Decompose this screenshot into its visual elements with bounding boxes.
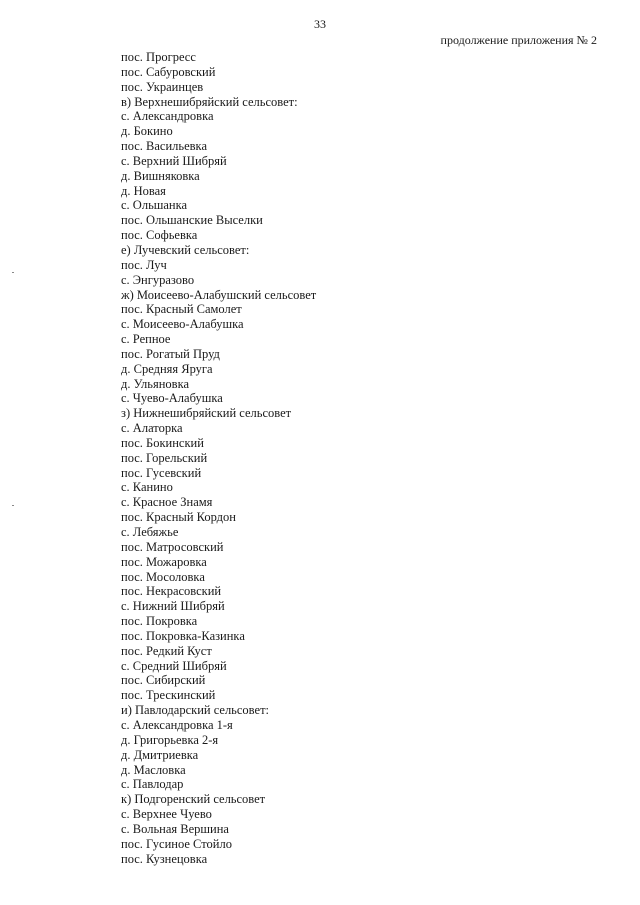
- list-item: е) Лучевский сельсовет:: [121, 242, 250, 257]
- list-item: с. Павлодар: [121, 777, 184, 792]
- list-item: с. Александровка: [121, 109, 214, 124]
- margin-scan-mark: [12, 272, 14, 273]
- list-item: пос. Сибирский: [121, 673, 206, 688]
- list-item: с. Лебяжье: [121, 525, 179, 539]
- list-item: пос. Красный Самолет: [121, 302, 242, 317]
- list-item: с. Александровка 1-я: [121, 717, 233, 732]
- list-item: д. Новая: [121, 183, 166, 198]
- list-item: с. Верхний Шибряй: [121, 153, 227, 168]
- list-item: пос. Трескинский: [121, 688, 216, 703]
- list-item: д. Григорьевка 2-я: [121, 732, 219, 747]
- list-item: д. Средняя Яруга: [121, 361, 213, 376]
- list-item: пос. Матросовский: [121, 539, 224, 554]
- list-item: д. Вишняковка: [121, 168, 200, 183]
- list-item: с. Нижний Шибряй: [121, 599, 225, 614]
- list-item: пос. Васильевка: [121, 139, 207, 154]
- list-item: з) Нижнешибряйский сельсовет: [121, 406, 292, 421]
- list-item: с. Алаторка: [121, 421, 183, 436]
- list-item: пос. Бокинский: [121, 435, 204, 450]
- list-item: ж) Моисеево-Алабушский сельсовет: [121, 287, 317, 302]
- list-item: и) Павлодарский сельсовет:: [121, 703, 269, 718]
- list-item: с. Репное: [121, 332, 171, 347]
- list-item: пос. Редкий Куст: [121, 643, 212, 658]
- list-item: д. Ульяновка: [121, 376, 190, 391]
- list-item: д. Дмитриевка: [121, 747, 199, 762]
- list-item: пос. Покровка: [121, 614, 198, 629]
- list-item: пос. Красный Кордон: [121, 510, 236, 525]
- list-item: пос. Гусиное Стойло: [121, 836, 232, 851]
- list-item: пос. Рогатый Пруд: [121, 346, 220, 361]
- list-item: с. Ольшанка: [121, 198, 188, 213]
- list-item: пос. Кузнецовка: [121, 851, 208, 866]
- list-item: к) Подгоренский сельсовет: [121, 792, 266, 807]
- list-item: с. Средний Шибряй: [121, 658, 227, 673]
- list-item: с. Вольная Вершина: [121, 821, 229, 836]
- list-item: пос. Можаровка: [121, 554, 207, 569]
- list-item: пос. Софьевка: [121, 228, 198, 243]
- list-item: с. Энгуразово: [121, 272, 195, 287]
- list-item: с. Моисеево-Алабушка: [121, 317, 244, 332]
- list-item: с. Верхнее Чуево: [121, 807, 212, 822]
- list-item: пос. Некрасовский: [121, 584, 222, 599]
- page-number: 33: [314, 17, 326, 31]
- settlement-list: [121, 50, 316, 866]
- list-item: пос. Прогресс: [121, 50, 196, 64]
- list-item: пос. Украинцев: [121, 79, 204, 94]
- list-item: д. Масловка: [121, 762, 186, 777]
- list-item: пос. Луч: [121, 257, 167, 272]
- list-item: с. Канино: [121, 480, 173, 495]
- list-item: пос. Гусевский: [121, 465, 202, 480]
- list-item: пос. Покровка-Казинка: [121, 628, 245, 643]
- margin-scan-mark: [12, 505, 14, 506]
- list-item: с. Красное Знамя: [121, 495, 213, 510]
- list-item: с. Чуево-Алабушка: [121, 391, 223, 406]
- list-item: в) Верхнешибряйский сельсовет:: [121, 94, 298, 109]
- list-item: пос. Горельский: [121, 450, 208, 465]
- list-item: пос. Ольшанские Выселки: [121, 213, 263, 228]
- list-item: пос. Сабуровский: [121, 64, 216, 79]
- appendix-continuation-note: продолжение приложения № 2: [440, 33, 597, 47]
- list-item: д. Бокино: [121, 124, 173, 139]
- list-item: пос. Мосоловка: [121, 569, 205, 584]
